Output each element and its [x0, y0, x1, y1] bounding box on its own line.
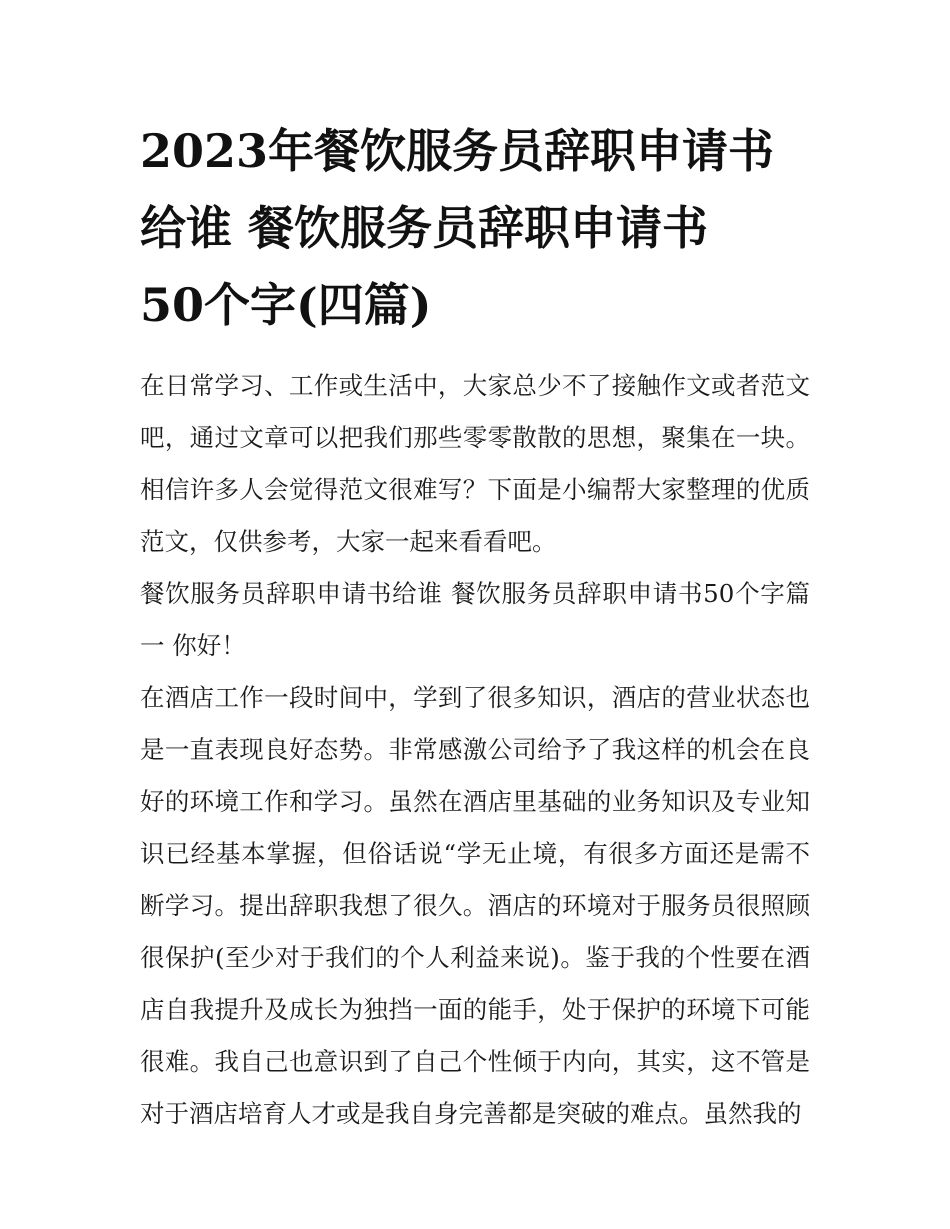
letter-body-paragraph: 在酒店工作一段时间中，学到了很多知识，酒店的营业状态也是一直表现良好态势。非常感激公司给予了我这样的机会在良好的环境工作和学习。虽然在酒店里基础的业务知识及专业知识已经基本掌握，但俗话说“学无止境，有很多方面还是需不断学习。提出辞职我想了很久。酒店的环境对于服务员很照顾很保护(至少对于我们的个人利益来说)。鉴于我的个性要在酒店自我提升及成长为独挡一面的能手，处于保护的环境下可能很难。我自己也意识到了自己个性倾于内向，其实，这不管是对于酒店培育人才或是我自身完善都是突破的难点。虽然我的: [140, 683, 810, 1128]
intro-paragraph: 在日常学习、工作或生活中，大家总少不了接触作文或者范文吧，通过文章可以把我们那些零零散散的思想，聚集在一块。相信许多人会觉得范文很难写？下面是小编帮大家整理的优质范文，仅供参考，大家一起来看看吧。: [140, 371, 810, 556]
title-line-2: 给谁 餐饮服务员辞职申请书: [140, 201, 709, 255]
document-body: [140, 360, 810, 1140]
title-line-1: 2023年餐饮服务员辞职申请书: [140, 124, 775, 178]
title-line-3: 50个字(四篇): [140, 278, 432, 332]
section-heading-paragraph: 餐饮服务员辞职申请书给谁 餐饮服务员辞职申请书50个字篇一 你好！: [140, 579, 810, 660]
document-title: [140, 113, 810, 344]
